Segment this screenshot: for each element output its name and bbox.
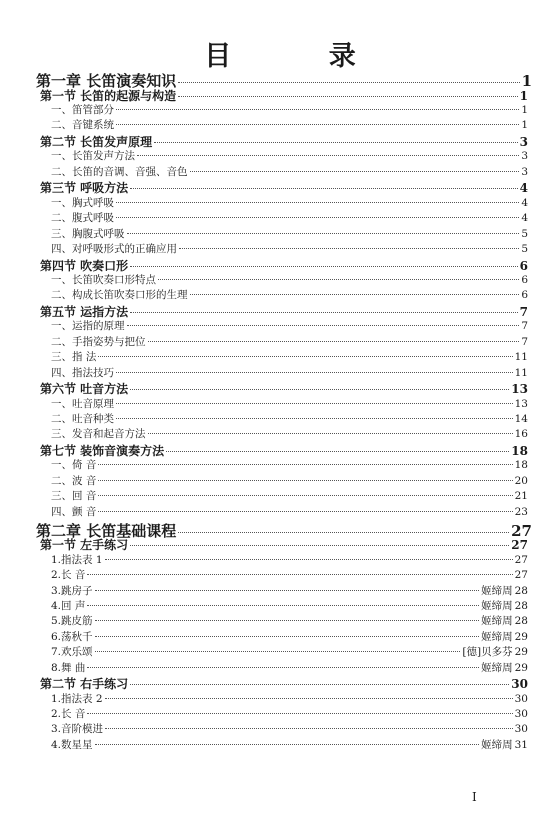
toc-entry-author: 姬缔周 — [481, 584, 513, 597]
toc-item-row — [51, 244, 528, 255]
dot-leader — [116, 418, 513, 419]
toc-entry-page: 29 — [514, 661, 528, 674]
toc-entry-page: 1 — [521, 72, 532, 90]
toc-entry-page: 4 — [521, 212, 528, 225]
toc-entry-label: 3.跳房子 — [51, 584, 93, 597]
toc-entry-label: 第七节 装饰音演奏方法 — [40, 444, 165, 458]
toc-entry-page: 28 — [514, 584, 528, 597]
toc-entry-label: 一、倚 音 — [51, 459, 97, 472]
toc-item-row — [51, 709, 528, 720]
toc-entry-page: 13 — [514, 397, 528, 410]
toc-entry-label: 一、长笛发声方法 — [51, 150, 135, 163]
dot-leader — [178, 532, 509, 533]
toc-entry-page: 21 — [514, 490, 528, 503]
toc-item-row — [51, 663, 528, 674]
toc-item-row — [51, 198, 528, 209]
toc-entry-page: 7 — [521, 320, 528, 333]
dot-leader — [98, 480, 512, 481]
toc-entry-label: 二、吐音种类 — [51, 413, 114, 425]
dot-leader — [98, 356, 512, 357]
toc-entry-author: [德]贝多芬 — [462, 646, 513, 659]
dot-leader — [116, 202, 519, 203]
dot-leader — [178, 82, 519, 83]
toc-item-row — [51, 368, 528, 379]
toc-item-row — [51, 290, 528, 301]
toc-item-row — [51, 429, 528, 440]
toc-item-row — [51, 213, 528, 224]
dot-leader — [127, 233, 520, 234]
toc-entry-label: 第六节 吐音方法 — [40, 382, 129, 397]
toc-section-row — [40, 260, 528, 272]
toc-entry-page: 6 — [521, 274, 528, 286]
toc-entry-page: 18 — [511, 444, 528, 458]
dot-leader — [105, 698, 513, 699]
toc-entry-label: 第一节 长笛的起源与构造 — [40, 88, 177, 103]
dot-leader — [116, 109, 519, 110]
dot-leader — [95, 636, 480, 637]
toc-entry-label: 一、胸式呼吸 — [51, 196, 114, 209]
toc-entry-label: 二、手指姿势与把位 — [51, 335, 146, 348]
dot-leader — [130, 684, 509, 685]
toc-section-row — [40, 445, 528, 457]
toc-item-row — [51, 724, 528, 735]
dot-leader — [98, 511, 512, 512]
toc-entry-label: 三、回 音 — [51, 490, 97, 503]
toc-section-row — [40, 182, 528, 194]
toc-item-row — [51, 105, 528, 116]
toc-entry-page: 11 — [514, 351, 528, 364]
toc-item-row — [51, 352, 528, 363]
toc-item-row — [51, 414, 528, 425]
dot-leader — [130, 389, 509, 390]
toc-item-row — [51, 229, 528, 240]
toc-entry-page: 1 — [519, 88, 528, 103]
toc-item-row — [51, 120, 528, 131]
dot-leader — [178, 96, 517, 97]
toc-entry-label: 一、笛管部分 — [51, 104, 114, 116]
toc-item-row — [51, 399, 528, 410]
toc-entry-author: 姬缔周 — [481, 600, 513, 612]
toc-entry-label: 7.欢乐颂 — [51, 646, 93, 659]
toc-entry-page: 13 — [511, 382, 528, 397]
toc-entry-page: 31 — [514, 738, 528, 751]
toc-entry-page: 4 — [519, 181, 528, 196]
dot-leader — [87, 605, 479, 606]
toc-item-row — [51, 601, 528, 612]
toc-entry-author: 姬缔周 — [481, 661, 513, 674]
toc-item-row — [51, 476, 528, 487]
toc-entry-label: 第四节 吹奏口形 — [40, 258, 129, 273]
dot-leader — [105, 559, 513, 560]
toc-item-row — [51, 555, 528, 566]
toc-entry-author: 姬缔周 — [481, 738, 513, 751]
toc-section-row — [40, 136, 528, 148]
toc-section-row — [40, 306, 528, 318]
toc-entry-label: 二、腹式呼吸 — [51, 212, 114, 225]
toc-entry-page: 27 — [511, 538, 528, 553]
toc-entry-page: 5 — [521, 227, 528, 240]
dot-leader — [105, 728, 513, 729]
toc-entry-page: 30 — [514, 708, 528, 720]
toc-section-row — [40, 90, 528, 102]
toc-chapter-row — [36, 521, 532, 540]
toc-entry-label: 8.舞 曲 — [51, 661, 86, 674]
dot-leader — [95, 590, 480, 591]
toc-entry-page: 18 — [514, 459, 528, 472]
toc-entry-label: 一、吐音原理 — [51, 397, 114, 410]
dot-leader — [130, 545, 509, 546]
toc-entry-label: 6.荡秋千 — [51, 630, 93, 643]
dot-leader — [98, 495, 512, 496]
toc-item-row — [51, 321, 528, 332]
toc-entry-page: 1 — [521, 104, 528, 116]
dot-leader — [148, 341, 520, 342]
toc-item-row — [51, 647, 528, 658]
dot-leader — [116, 124, 519, 125]
toc-entry-author: 姬缔周 — [481, 630, 513, 643]
dot-leader — [87, 713, 512, 714]
toc-entry-label: 二、长笛的音调、音强、音色 — [51, 165, 188, 178]
toc-entry-label: 3.音阶模进 — [51, 723, 104, 736]
dot-leader — [127, 325, 520, 326]
toc-item-row — [51, 570, 528, 581]
dot-leader — [116, 372, 513, 373]
toc-entry-label: 1.指法表 2 — [51, 692, 103, 705]
toc-entry-page: 6 — [521, 289, 528, 302]
dot-leader — [98, 464, 512, 465]
toc-item-row — [51, 507, 528, 518]
dot-leader — [158, 279, 519, 280]
dot-leader — [95, 620, 480, 621]
toc-entry-label: 2.长 音 — [51, 708, 86, 720]
toc-entry-page: 28 — [514, 615, 528, 628]
toc-entry-page: 28 — [514, 600, 528, 612]
toc-entry-page: 29 — [514, 646, 528, 659]
toc-entry-label: 三、胸腹式呼吸 — [51, 227, 125, 240]
toc-item-row — [51, 275, 528, 286]
toc-item-row — [51, 337, 528, 348]
dot-leader — [190, 294, 520, 295]
toc-entry-label: 1.指法表 1 — [51, 553, 103, 566]
toc-entry-label: 二、构成长笛吹奏口形的生理 — [51, 289, 188, 302]
dot-leader — [95, 651, 461, 652]
toc-chapter-row — [36, 74, 532, 89]
toc-entry-page: 5 — [521, 243, 528, 255]
toc-entry-label: 第一节 左手练习 — [40, 538, 129, 553]
dot-leader — [87, 574, 512, 575]
dot-leader — [148, 433, 513, 434]
toc-entry-label: 2.长 音 — [51, 569, 86, 582]
toc-entry-page: 11 — [514, 366, 528, 379]
toc-entry-page: 29 — [514, 630, 528, 643]
toc-item-row — [51, 694, 528, 705]
toc-item-row — [51, 491, 528, 502]
toc-entry-page: 3 — [521, 165, 528, 178]
toc-entry-label: 4.数星星 — [51, 738, 93, 751]
dot-leader — [87, 667, 479, 668]
toc-entry-author: 姬缔周 — [481, 615, 513, 628]
toc-item-row — [51, 167, 528, 178]
toc-entry-page: 30 — [511, 677, 528, 692]
toc-entry-page: 3 — [521, 150, 528, 163]
toc-entry-page: 27 — [514, 553, 528, 566]
toc-entry-label: 一、长笛吹奏口形特点 — [51, 274, 156, 286]
toc-entry-label: 三、指 法 — [51, 351, 97, 364]
toc-entry-label: 三、发音和起音方法 — [51, 428, 146, 441]
dot-leader — [116, 403, 513, 404]
dot-leader — [179, 248, 519, 249]
toc-entry-label: 第二节 右手练习 — [40, 677, 129, 692]
toc-entry-page: 16 — [514, 428, 528, 441]
toc-entry-label: 4.回 声 — [51, 600, 86, 612]
toc-entry-label: 第一章 长笛演奏知识 — [36, 72, 177, 90]
page-number: I — [472, 790, 477, 804]
toc-entry-label: 第三节 呼吸方法 — [40, 181, 129, 196]
toc-entry-page: 14 — [514, 413, 528, 425]
toc-entry-label: 二、波 音 — [51, 474, 97, 487]
toc-entry-label: 5.跳皮筋 — [51, 615, 93, 628]
toc-entry-label: 四、指法技巧 — [51, 366, 114, 379]
toc-entry-page: 3 — [519, 135, 528, 149]
toc-section-row — [40, 678, 528, 690]
toc-entry-page: 27 — [514, 569, 528, 582]
dot-leader — [137, 155, 519, 156]
toc-entry-label: 二、音键系统 — [51, 119, 114, 132]
toc-entry-label: 第五节 运指方法 — [40, 305, 129, 319]
toc-section-row — [40, 539, 528, 551]
toc-entry-label: 第二章 长笛基础课程 — [36, 521, 177, 540]
toc-entry-page: 6 — [519, 258, 528, 273]
dot-leader — [95, 744, 480, 745]
toc-entry-label: 四、颤 音 — [51, 505, 97, 518]
toc-entry-page: 7 — [521, 335, 528, 348]
toc-entry-page: 1 — [521, 119, 528, 132]
toc-entry-label: 第二节 长笛发声原理 — [40, 135, 153, 149]
toc-item-row — [51, 460, 528, 471]
dot-leader — [166, 451, 509, 452]
dot-leader — [130, 266, 517, 267]
toc-entry-page: 7 — [519, 305, 528, 319]
dot-leader — [130, 312, 517, 313]
toc-entry-page: 27 — [511, 521, 532, 540]
toc-entry-page: 4 — [521, 196, 528, 209]
toc-item-row — [51, 632, 528, 643]
dot-leader — [190, 171, 520, 172]
toc-section-row — [40, 383, 528, 395]
dot-leader — [116, 217, 519, 218]
toc-entry-page: 23 — [514, 505, 528, 518]
toc-entry-label: 一、运指的原理 — [51, 320, 125, 333]
dot-leader — [154, 142, 517, 143]
page-title: 目 录 — [204, 41, 400, 72]
toc-entry-label: 四、对呼吸形式的正确应用 — [51, 243, 177, 255]
toc-entry-page: 20 — [514, 474, 528, 487]
toc-item-row — [51, 586, 528, 597]
dot-leader — [130, 188, 517, 189]
toc-item-row — [51, 740, 528, 751]
toc-item-row — [51, 151, 528, 162]
toc-entry-page: 30 — [514, 723, 528, 736]
toc-entry-page: 30 — [514, 692, 528, 705]
toc-item-row — [51, 616, 528, 627]
